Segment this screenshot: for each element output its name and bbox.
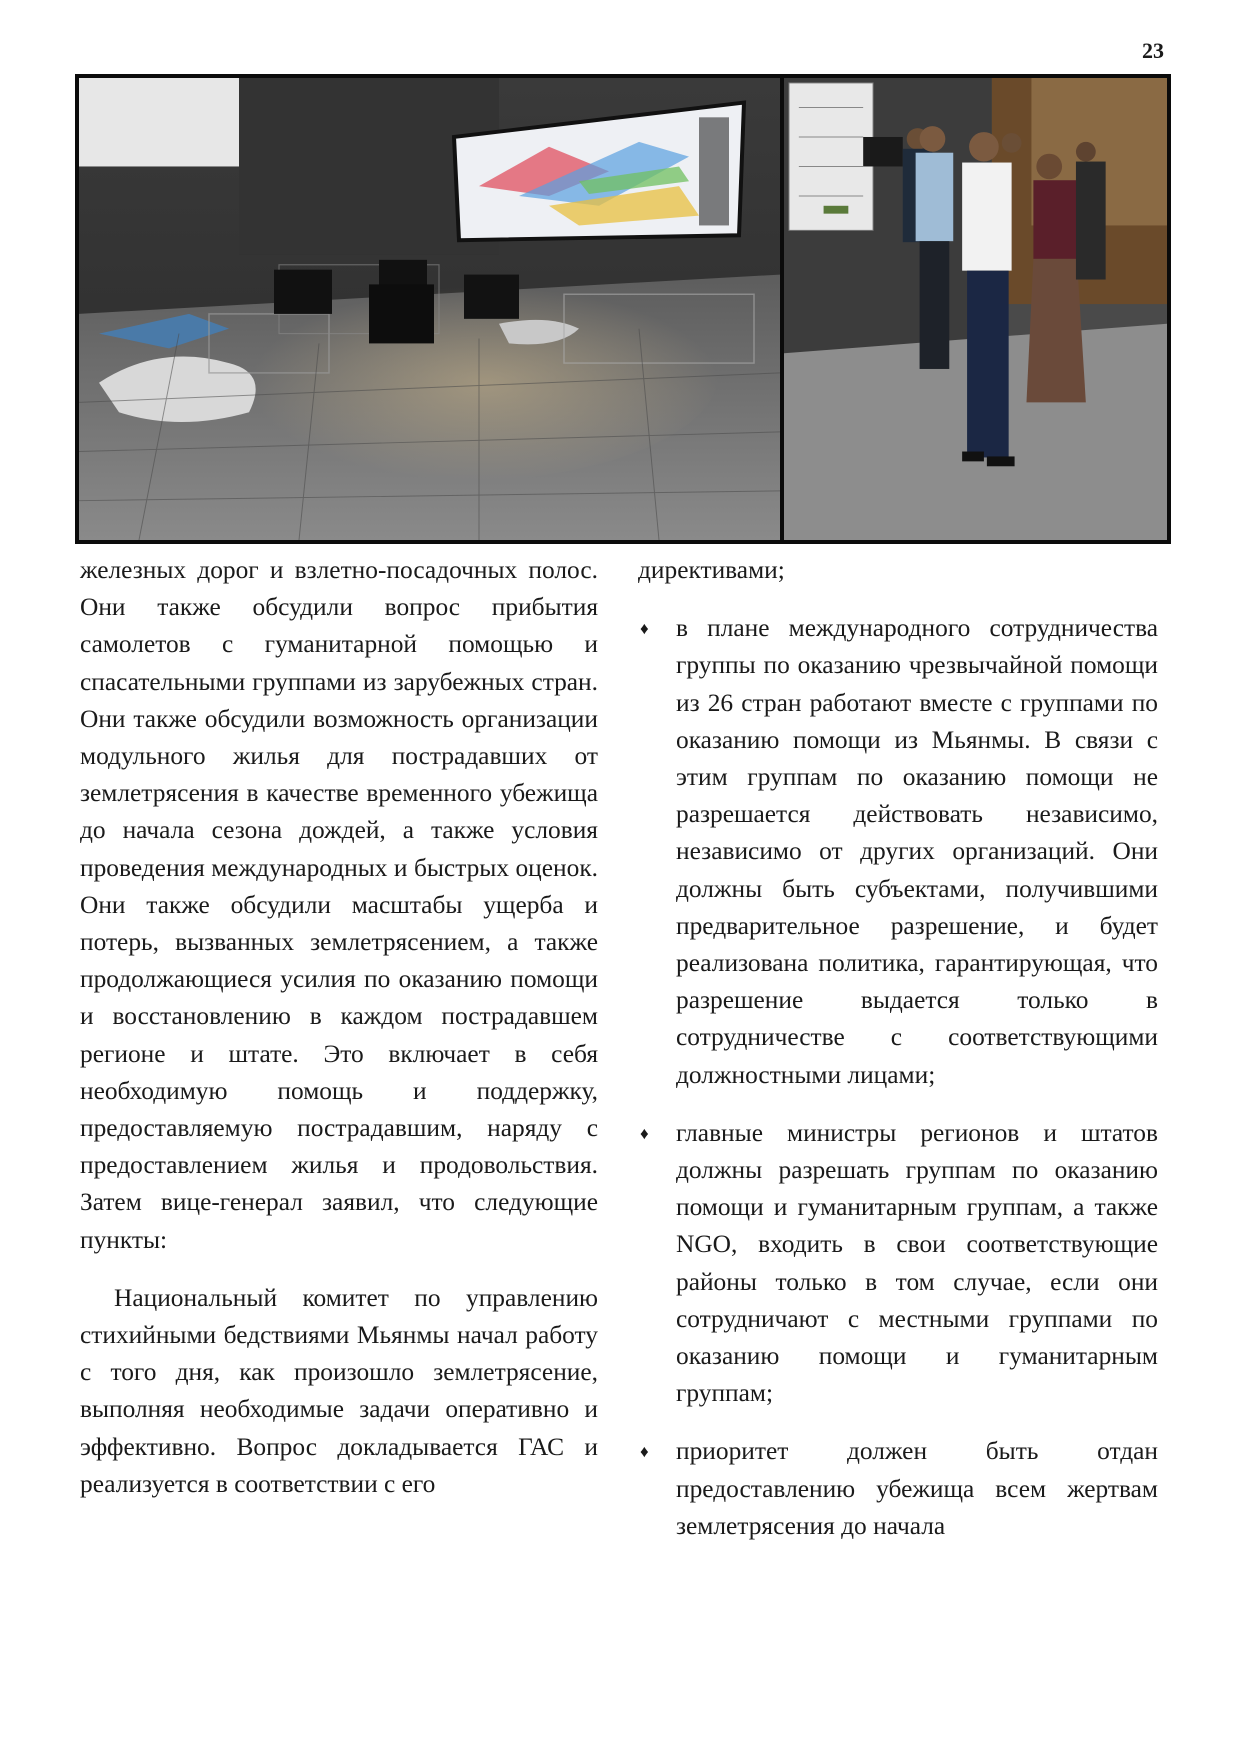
bullet-text: в плане международного сотрудничества группы по оказанию чрезвычайной помощи из 26 стран работают вместе с группами по оказанию помощи из Мьянмы. В связи с этим группам по оказанию помощи не разрешается действовать независимо, независимо от других организаций. Они должны быть субъектами, получившими предварительное разрешение, и будет реализована политика, гарантирующая, что разрешение выдается только в сотрудничестве с соответствующими должностными лицами; <box>676 614 1158 1089</box>
diamond-bullet-icon: ♦ <box>640 1123 649 1143</box>
bullet-item <box>638 610 1158 1094</box>
bullet-item <box>638 1115 1158 1413</box>
paragraph-continuation: директивами; <box>638 556 785 584</box>
exhibition-hall-photo <box>79 78 780 540</box>
photo-frame <box>75 74 1171 544</box>
paragraph: Национальный комитет по управлению стихийными бедствиями Мьянмы начал работу с того дня, как произошло землетрясение, выполняя необходимые задачи оперативно и эффективно. Вопрос докладывается ГАС и реализуется в соответствии с его <box>80 1283 598 1498</box>
left-column <box>80 552 598 1503</box>
diamond-bullet-icon: ♦ <box>640 1442 649 1462</box>
right-column <box>638 552 1158 1545</box>
page-number: 23 <box>1142 38 1164 63</box>
bullet-text: приоритет должен быть отдан предоставлению убежища всем жертвам землетрясения до начала <box>676 1437 1158 1540</box>
officials-inspection-photo <box>784 78 1167 540</box>
diamond-bullet-icon: ♦ <box>640 619 649 639</box>
bullet-text: главные министры регионов и штатов должны разрешать группам по оказанию помощи и гуманитарным группам, а также NGO, входить в свои соответствующие районы только в том случае, если они сотрудничают с местными группами по оказанию помощи и гуманитарным группам; <box>676 1118 1158 1408</box>
paragraph: железных дорог и взлетно-посадочных полос. Они также обсудили вопрос прибытия самолетов с гуманитарной помощью и спасательными группами из зарубежных стран. Они также обсудили возможность организации модульного жилья для пострадавших от землетрясения в качестве временного убежища до начала сезона дождей, а также условия проведения международных и быстрых оценок. Они также обсудили масштабы ущерба и потерь, вызванных землетрясением, а также продолжающиеся усилия по оказанию помощи и восстановлению в каждом пострадавшем регионе и штате. Это включает в себя необходимую помощь и поддержку, предоставляемую пострадавшим, наряду с предоставлением жилья и продовольствия. Затем вице-генерал заявил, что следующие пункты: <box>80 556 598 1254</box>
bullet-item <box>638 1433 1158 1545</box>
